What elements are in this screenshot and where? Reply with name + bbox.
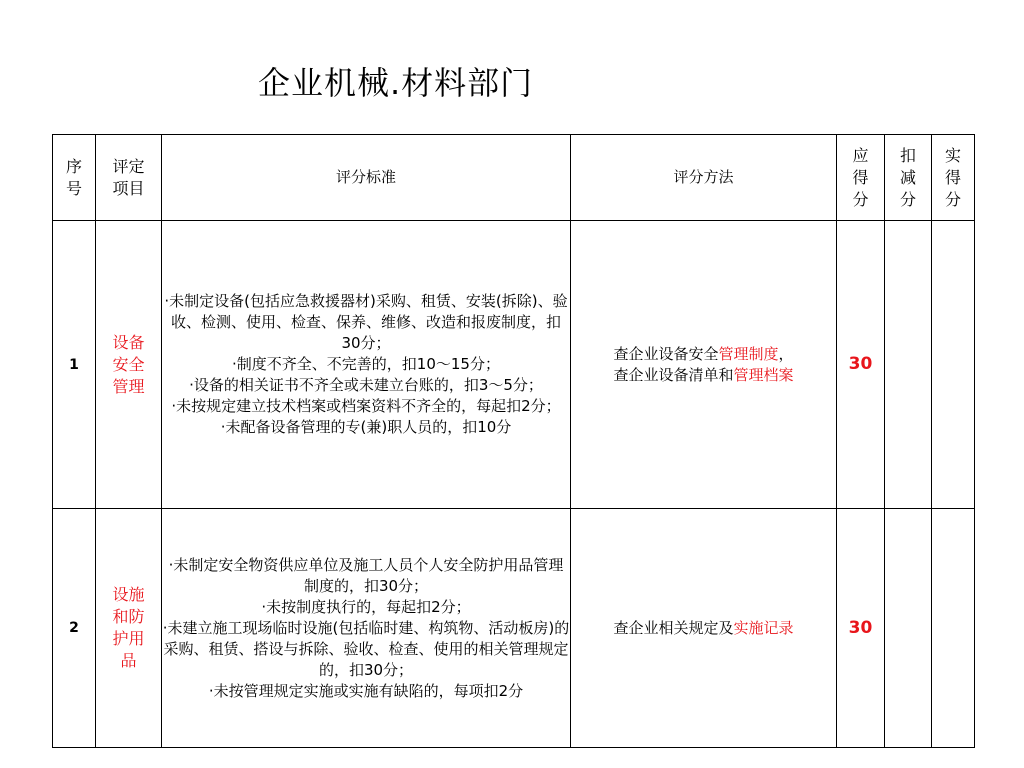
row-due-score: 30	[837, 221, 885, 509]
row-item: 设施和防护用品	[96, 509, 162, 748]
method-highlight: 管理制度	[718, 344, 779, 363]
criteria-line: ·未建立施工现场临时设施(包括临时建、构筑物、活动板房)的采购、租赁、搭设与拆除、验收、检查、使用的相关管理规定的，扣30分；	[162, 618, 570, 679]
header-item: 评定项目	[96, 135, 162, 221]
row-due-score: 30	[837, 509, 885, 748]
row-criteria	[162, 221, 571, 509]
criteria-line: ·未配备设备管理的专(兼)职人员的，扣10分	[220, 418, 512, 436]
criteria-line: ·制度不齐全、不完善的，扣10～15分；	[232, 355, 500, 373]
row-seq: 2	[53, 509, 96, 748]
row-seq: 1	[53, 221, 96, 509]
page-title: 企业机械.材料部门	[258, 64, 534, 102]
method-highlight: 管理档案	[733, 365, 794, 384]
header-row	[53, 135, 975, 221]
criteria-line: ·未按规定建立技术档案或档案资料不齐全的，每起扣2分；	[171, 397, 561, 415]
criteria-line: ·未按管理规定实施或实施有缺陷的，每项扣2分	[208, 681, 524, 700]
method-highlight: 实施记录	[733, 618, 794, 637]
row-criteria	[162, 509, 571, 748]
header-deduct-score: 扣减分	[885, 135, 932, 221]
row-method: 查企业设备安全管理制度， 查企业设备清单和管理档案	[571, 221, 837, 509]
row-actual-score	[932, 509, 975, 748]
criteria-line: ·未制定设备(包括应急救援器材)采购、租赁、安装(拆除)、验收、检测、使用、检查、保养、维修、改造和报废制度，扣30分；	[164, 292, 568, 352]
header-actual-score: 实得分	[932, 135, 975, 221]
criteria-line: ·未制定安全物资供应单位及施工人员个人安全防护用品管理制度的，扣30分；	[168, 555, 564, 595]
row-deduct-score	[885, 509, 932, 748]
header-criteria: 评分标准	[162, 135, 571, 221]
criteria-line: ·设备的相关证书不齐全或未建立台账的，扣3～5分；	[189, 376, 543, 394]
table-row	[53, 509, 975, 748]
header-due-score: 应得分	[837, 135, 885, 221]
criteria-line: ·未按制度执行的，每起扣2分；	[261, 597, 471, 616]
header-method: 评分方法	[571, 135, 837, 221]
row-deduct-score	[885, 221, 932, 509]
row-actual-score	[932, 221, 975, 509]
table-row	[53, 221, 975, 509]
row-method: 查企业相关规定及实施记录	[571, 509, 837, 748]
evaluation-table	[52, 134, 975, 748]
row-item: 设备安全管理	[96, 221, 162, 509]
header-seq: 序号	[53, 135, 96, 221]
